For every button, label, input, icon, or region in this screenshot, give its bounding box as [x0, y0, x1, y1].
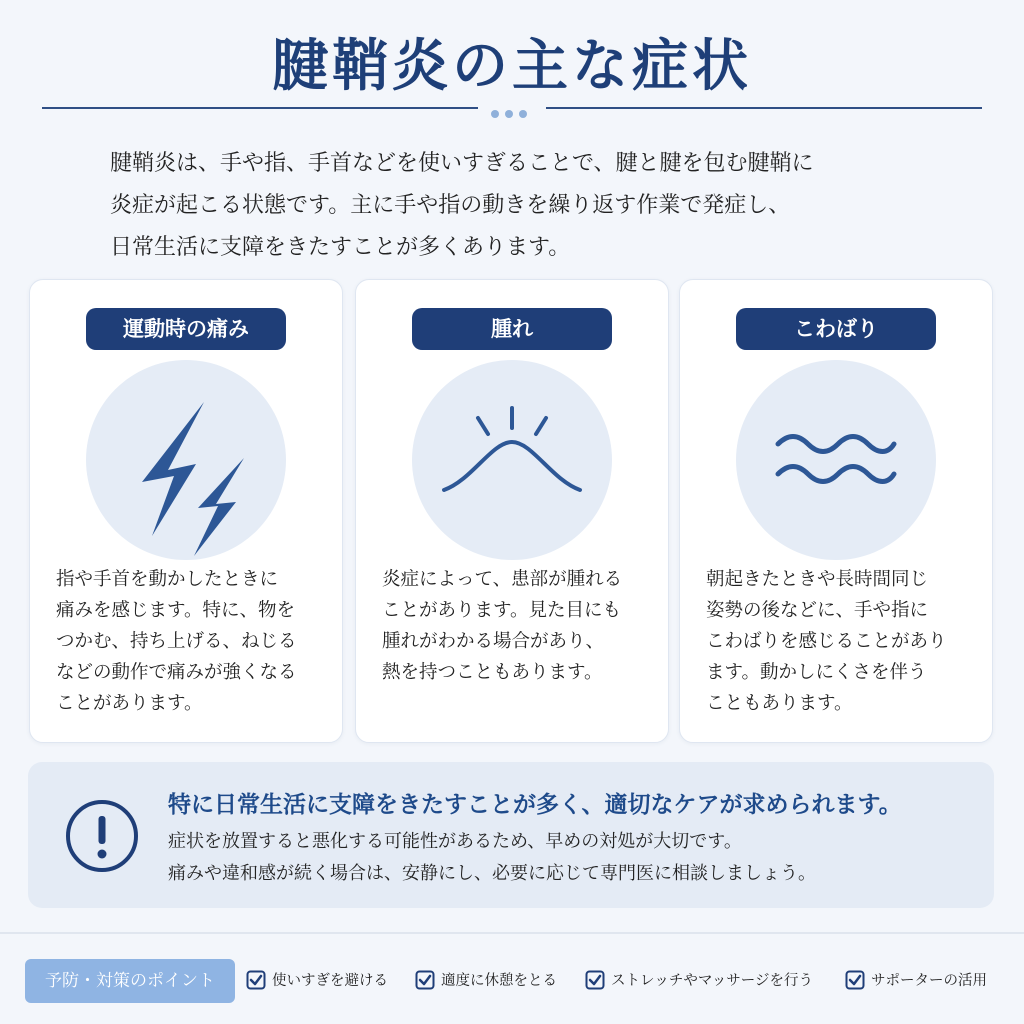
card-description [56, 564, 328, 719]
symptom-card-swelling [355, 279, 669, 743]
checkbox-checked-icon [585, 970, 605, 990]
desc-line: 姿勢の後などに、手や指に [706, 600, 929, 621]
footer-divider [0, 932, 1024, 934]
point-label: ストレッチやマッサージを行う [611, 973, 813, 989]
notice-heading: 特に日常生活に支障をきたすことが多く、適切なケアが求められます。 [168, 792, 902, 818]
title-rule-right [546, 107, 982, 109]
checkbox-checked-icon [845, 970, 865, 990]
notice-line: 症状を放置すると悪化する可能性があるため、早めの対処が大切です。 [168, 831, 742, 852]
checkbox-checked-icon [415, 970, 435, 990]
desc-line: こともあります。 [706, 693, 853, 714]
swelling-icon [412, 360, 612, 560]
desc-line: などの動作で痛みが強くなる [56, 662, 297, 683]
desc-line: つかむ、持ち上げる、ねじる [56, 631, 297, 652]
card-description [382, 564, 654, 688]
desc-line: こわばりを感じることがあり [706, 631, 947, 652]
footer-label: 予防・対策のポイント [25, 959, 235, 1003]
lightning-icon [86, 360, 286, 560]
notice-box [28, 762, 994, 908]
point-item [246, 970, 388, 992]
checkbox-checked-icon [246, 970, 266, 990]
exclamation-icon [64, 798, 140, 874]
point-item [585, 970, 813, 992]
desc-line: 炎症によって、患部が腫れる [382, 569, 623, 590]
card-description [706, 564, 978, 719]
symptom-card-stiffness [679, 279, 993, 743]
intro-line: 炎症が起こる状態です。主に手や指の動きを繰り返す作業で発症し、 [110, 193, 791, 218]
intro-text [110, 143, 940, 269]
desc-line: 腫れがわかる場合があり、 [382, 631, 605, 652]
icon-circle [412, 360, 612, 560]
notice-body [168, 826, 816, 890]
page-title: 腱鞘炎の主な症状 [272, 34, 752, 99]
card-label: こわばり [736, 308, 936, 350]
intro-line: 腱鞘炎は、手や指、手首などを使いすぎることで、腱と腱を包む腱鞘に [110, 151, 814, 176]
notice-line: 痛みや違和感が続く場合は、安静にし、必要に応じて専門医に相談しましょう。 [168, 863, 816, 884]
point-label: サポーターの活用 [871, 973, 987, 989]
desc-line: 痛みを感じます。特に、物を [56, 600, 296, 621]
symptom-card-pain [29, 279, 343, 743]
intro-line: 日常生活に支障をきたすことが多くあります。 [110, 235, 571, 260]
desc-line: 熱を持つこともあります。 [382, 662, 603, 683]
desc-line: 朝起きたときや長時間同じ [706, 569, 929, 590]
point-label: 使いすぎを避ける [272, 973, 388, 989]
card-label: 運動時の痛み [86, 308, 286, 350]
title-rule-left [42, 107, 478, 109]
wave-icon [736, 360, 936, 560]
title-dots [488, 103, 538, 113]
point-label: 適度に休憩をとる [441, 973, 557, 989]
desc-line: ます。動かしにくさを伴う [706, 662, 927, 683]
icon-circle [736, 360, 936, 560]
desc-line: ことがあります。 [56, 693, 203, 714]
desc-line: ことがあります。見た目にも [382, 600, 622, 621]
card-label: 腫れ [412, 308, 612, 350]
desc-line: 指や手首を動かしたときに [56, 569, 279, 590]
icon-circle [86, 360, 286, 560]
point-item [845, 970, 987, 992]
point-item [415, 970, 557, 992]
